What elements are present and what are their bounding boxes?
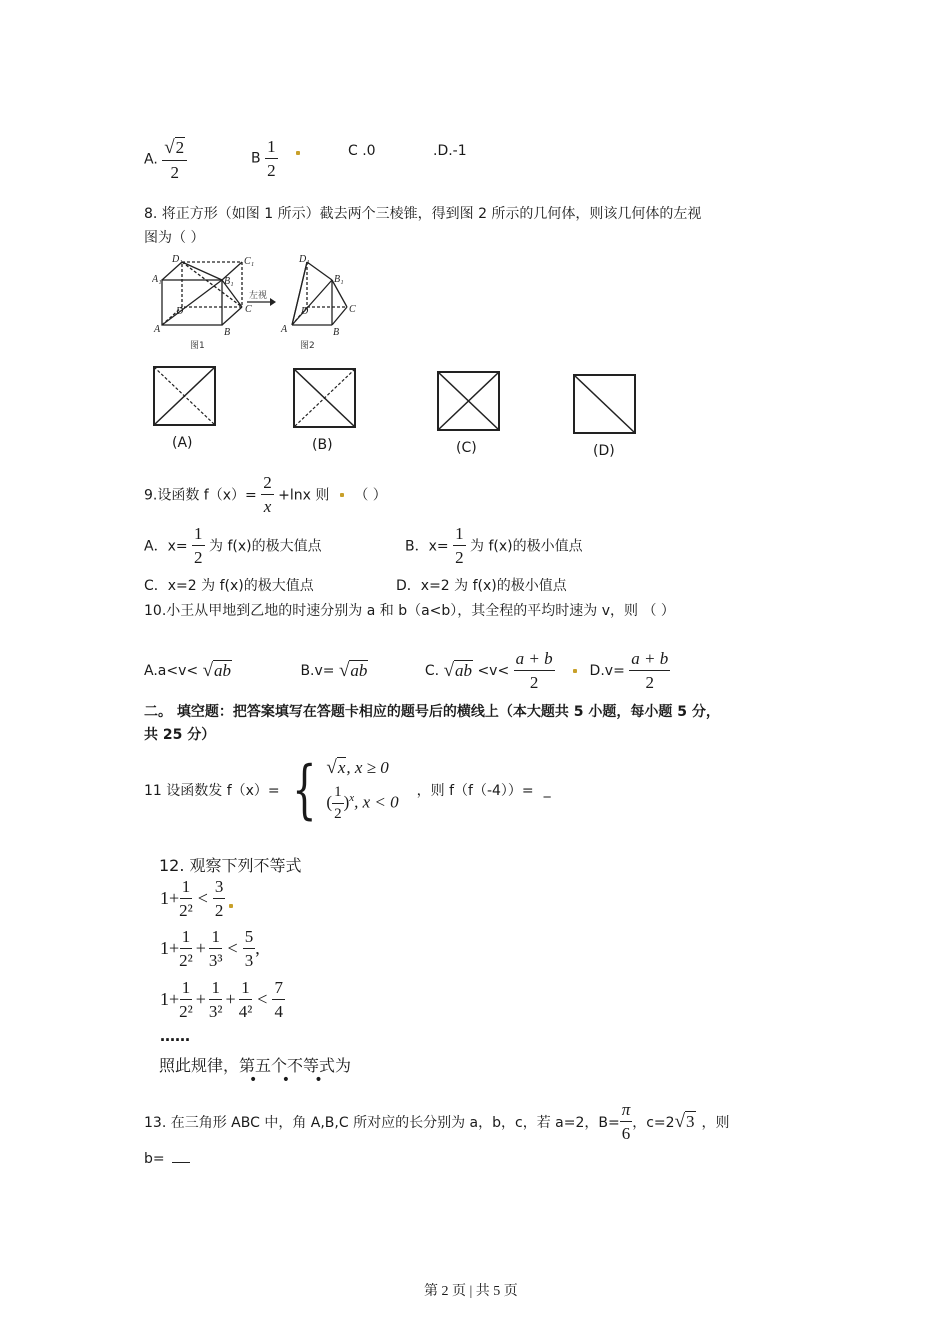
fig1-label: 图1: [190, 341, 205, 351]
fig1-cube: [162, 262, 242, 325]
q7-a-fraction: $\frac{√2}{2}$: [162, 138, 187, 181]
q8-option-b-label: (B): [312, 437, 333, 453]
svg-text:A: A: [281, 324, 288, 335]
q7-b-label: B: [251, 150, 261, 167]
svg-text:B: B: [333, 327, 340, 338]
q9-b-fraction: $\frac{1}{2}$: [455, 524, 464, 567]
section2-heading-line2: 共 25 分）: [144, 727, 216, 743]
q8-option-d-figure: [573, 374, 637, 436]
q7-option-a: [144, 138, 187, 181]
q9-option-d: D．x=2 为 f(x)的极小值点: [396, 578, 567, 594]
q10-option-b: B.v= √ab: [300, 659, 368, 681]
svg-text:D: D: [176, 306, 184, 317]
q13-b-line: b=: [144, 1151, 190, 1167]
q7-b-fraction: $\frac{1}{2}$: [267, 137, 276, 180]
q9-option-a: A．x= $\frac{1}{2}$ 为 f(x)的极大值点: [144, 524, 322, 567]
q11-case2: ( $\frac{1}{2}$ )$^x$, x < 0: [326, 784, 399, 822]
q13-stem: 13. 在三角形 ABC 中，角 A,B,C 所对应的长分别为 a，b，c，若 a=2，B= $\frac{\pi}{6}$ ，c=2 √3 ，则: [144, 1100, 730, 1143]
svg-text:C: C: [245, 304, 252, 315]
q7-option-b: [251, 138, 278, 179]
fig-arrow-label: 左视: [249, 291, 268, 301]
q12-emphasis-dots: • • •: [249, 1072, 333, 1088]
q8-option-c-label: (C): [456, 440, 477, 456]
q12-tail: 照此规律，第五个不等式为: [159, 1056, 352, 1075]
q11-answer-blank[interactable]: _: [543, 781, 551, 798]
q9-option-b: B．x= $\frac{1}{2}$ 为 f(x)的极小值点: [405, 524, 583, 567]
q9-stem-fraction: $\frac{2}{x}$: [263, 473, 272, 516]
svg-text:B₁: B₁: [224, 276, 234, 287]
svg-text:A: A: [154, 324, 161, 335]
q13-answer-blank[interactable]: [172, 1162, 190, 1163]
q11-case1: √x, x ≥ 0: [326, 757, 389, 778]
q7-a-label: A.: [144, 151, 158, 168]
q7-option-c: C .0: [348, 143, 376, 159]
svg-text:A₁: A₁: [152, 274, 162, 285]
q12-inequality-3: 1+ $\frac{1}{\text{2²}}$ + $\frac{1}{\text{3²}}$ + $\frac{1}{\text{4²}}$ < $\frac{7}{4}$: [160, 978, 283, 1021]
svg-text:D₁: D₁: [172, 254, 183, 265]
q10-options: [144, 650, 670, 691]
page-footer: 第 2 页 | 共 5 页: [424, 1284, 518, 1299]
svg-text:B: B: [224, 327, 231, 338]
q8-option-c-figure: [437, 371, 501, 433]
q8-figures: [152, 252, 362, 352]
q8-stem-line1: 8. 将正方形（如图 1 所示）截去两个三棱锥，得到图 2 所示的几何体，则该几何体的左视: [144, 206, 702, 222]
q11-cases: [326, 757, 398, 822]
stray-dot: [229, 904, 233, 908]
svg-text:B₁: B₁: [334, 274, 344, 285]
fig2-label: 图2: [300, 341, 315, 351]
q10-stem: 10.小王从甲地到乙地的时速分别为 a 和 b（a<b），其全程的平均时速为 v，则 （ ）: [144, 603, 675, 619]
q8-stem-line2: 图为（ ）: [144, 230, 205, 246]
svg-text:C₁: C₁: [244, 256, 255, 267]
q9-option-c: C．x=2 为 f(x)的极大值点: [144, 578, 314, 594]
q9-a-fraction: $\frac{1}{2}$: [194, 524, 203, 567]
stray-dot: [573, 669, 577, 673]
q8-option-a-label: (A): [172, 435, 193, 451]
q11: 11 设函数发 f（x）= { √x, x ≥ 0 ( $\frac{1}{2}$ )$^x$, x < 0 ，则 f（f（-4））= _: [144, 752, 551, 827]
q11-brace: {: [291, 752, 317, 827]
q7-a-sqrt: √2: [164, 137, 185, 158]
q7-option-d: .D.-1: [433, 143, 467, 159]
q9-stem: 9.设函数 f（x）= $\frac{2}{x}$ +lnx 则 （ ）: [144, 473, 387, 516]
q8-option-b-figure: [293, 368, 357, 430]
q8-option-d-label: (D): [593, 443, 615, 459]
svg-text:D: D: [301, 306, 309, 317]
q12-inequality-2: 1+ $\frac{1}{\text{2²}}$ + $\frac{1}{\text{3³}}$ < $\frac{5}{3}$ ,: [160, 927, 260, 970]
stray-dot: [296, 151, 300, 155]
svg-text:D₁: D₁: [299, 254, 310, 265]
q12-title: 12. 观察下列不等式: [159, 856, 302, 875]
section2-heading-line1: 二。 填空题：把答案填写在答题卡相应的题号后的横线上（本大题共 5 小题，每小题 5 分，: [144, 704, 720, 720]
q10-option-a: A.a<v< √ab: [144, 659, 231, 681]
q12-inequality-1: 1+ $\frac{1}{\text{2²}}$ < $\frac{3}{2}$: [160, 878, 233, 919]
q8-option-a-figure: [153, 366, 217, 428]
q10-option-d: D.v= $\frac{a + b}{2}$: [589, 649, 669, 692]
q12-ellipsis: ……: [160, 1027, 190, 1045]
stray-dot: [340, 493, 344, 497]
svg-text:C: C: [349, 304, 356, 315]
q10-option-c: C. √ab <v< $\frac{a + b}{2}$: [424, 649, 553, 692]
